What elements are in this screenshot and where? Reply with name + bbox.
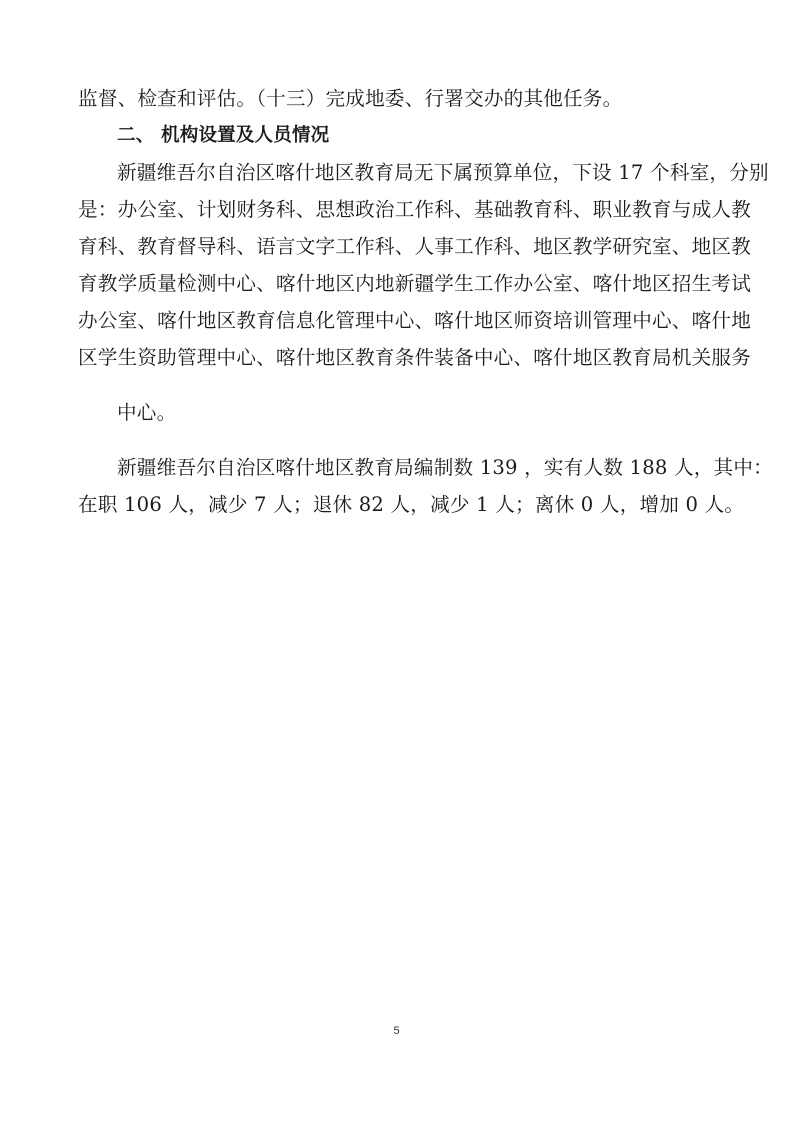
paragraph-line: 办公室、喀什地区教育信息化管理中心、喀什地区师资培训管理中心、喀什地 [78, 309, 751, 332]
paragraph-line: 新疆维吾尔自治区喀什地区教育局编制数 139 ，实有人数 188 人，其中： [117, 456, 773, 479]
paragraph-line: 是：办公室、计划财务科、思想政治工作科、基础教育科、职业教育与成人教 [78, 198, 751, 221]
paragraph-line: 育教学质量检测中心、喀什地区内地新疆学生工作办公室、喀什地区招生考试 [78, 272, 751, 295]
page-number: 5 [393, 1025, 400, 1037]
paragraph-line: 育科、教育督导科、语言文字工作科、人事工作科、地区教学研究室、地区教 [78, 235, 751, 258]
continuation-line: 监督、检查和评估。（十三）完成地委、行署交办的其他任务。 [78, 87, 623, 110]
paragraph-line: 区学生资助管理中心、喀什地区教育条件装备中心、喀什地区教育局机关服务 [78, 346, 751, 369]
section-heading: 二、 机构设置及人员情况 [117, 125, 330, 146]
paragraph-line: 新疆维吾尔自治区喀什地区教育局无下属预算单位，下设 17 个科室，分别 [117, 161, 769, 184]
paragraph-line: 在职 106 人，减少 7 人；退休 82 人，减少 1 人；离休 0 人，增加 0 人。 [78, 493, 745, 516]
paragraph-line: 中心。 [117, 401, 177, 424]
